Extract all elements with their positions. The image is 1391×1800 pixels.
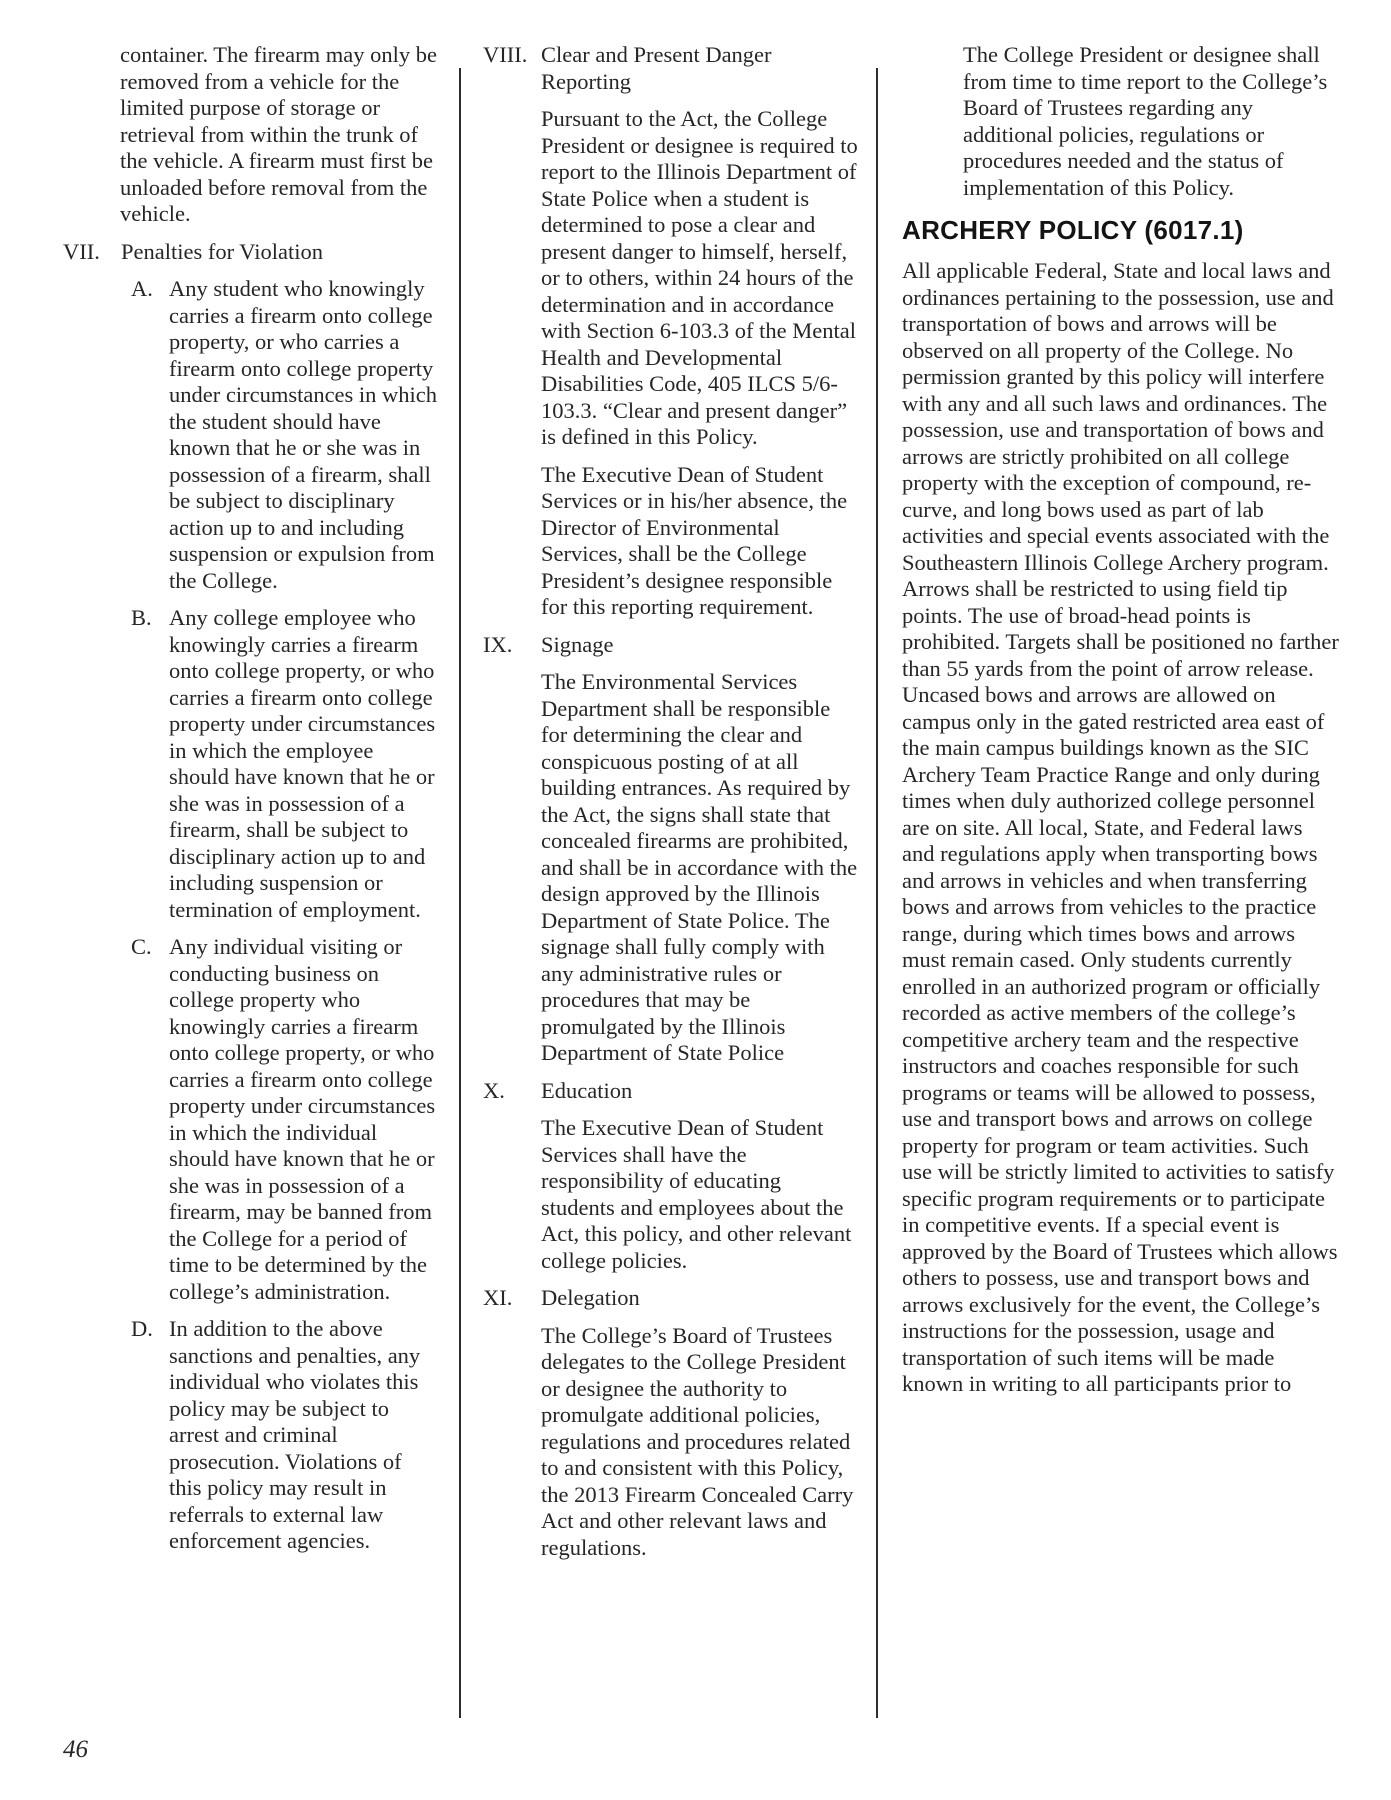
list-item-label: B. xyxy=(131,605,152,630)
list-item-text: In addition to the above sanctions and penalties, any individual who violates this policy may be subject to arrest and criminal prosecution. Violations of this policy may result in referrals to external law enforcement agencies. xyxy=(169,1316,421,1553)
section-paragraph: The Executive Dean of Student Services or in his/her absence, the Director of Environmental Services, shall be the College President’s designee responsible for this reporting requirement. xyxy=(541,461,848,619)
list-item-text: Any college employee who knowingly carries a firearm onto college property, or who carries a firearm onto college property under circumstances in which the employee should have known that he or she was in possession of a firearm, shall be subject to disciplinary action up to and including suspension or termination of employment. xyxy=(169,605,436,922)
column-divider-right xyxy=(876,68,878,1718)
list-item xyxy=(121,605,438,923)
page-number: 46 xyxy=(63,1736,88,1763)
column-divider-left xyxy=(459,68,461,1718)
section-body xyxy=(121,239,438,1566)
section-title: Delegation xyxy=(541,1285,640,1310)
section-numeral: VIII. xyxy=(483,42,528,67)
list-item xyxy=(121,934,438,1305)
section-numeral: VII. xyxy=(63,238,100,264)
list-item xyxy=(121,1316,438,1555)
section-paragraph: The College’s Board of Trustees delegates to the College President or designee the authority to promulgate additional policies, regulations and procedures related to and consistent with this Policy, the 2013 Firearm Concealed Carry Act and other relevant laws and regulations. xyxy=(541,1322,854,1560)
column-middle xyxy=(483,42,858,1572)
section-title: Signage xyxy=(541,631,614,657)
list-item-text: Any individual visiting or conducting business on college property who knowingly carries a firearm onto college property, or who carries a firearm onto college property under circumstances in which the individual should have known that he or she was in possession of a firearm, may be banned from the College for a period of time to be determined by the college’s administration. xyxy=(169,934,436,1304)
section-signage xyxy=(483,632,858,1078)
section-title: Penalties for Violation xyxy=(121,238,323,264)
section-body xyxy=(541,632,858,1078)
column-right xyxy=(902,42,1339,1409)
section-paragraph: Pursuant to the Act, the College President or designee is required to report to the Illinois Department of State Police when a student is determined to pose a clear and present danger to himself, herself, or to others, within 24 hours of the determination and in accordance with Section 6-103.3 of the Mental Health and Developmental Disabilities Code, 405 ILCS 5/6-103.3. “Clear and present danger” is defined in this Policy. xyxy=(541,106,858,449)
section-penalties-for-violation xyxy=(63,239,438,1566)
section-title: Clear and Present Danger Reporting xyxy=(541,42,772,94)
firearm-policy-continuation-paragraph: container. The firearm may only be removed from a vehicle for the limited purpose of storage or retrieval from within the trunk of the vehicle. A firearm must first be unloaded before removal from the vehicle. xyxy=(120,42,437,226)
section-numeral: X. xyxy=(483,1077,505,1103)
section-paragraph: The Environmental Services Department shall be responsible for determining the clear and conspicuous posting of at all building entrances. As required by the Act, the signs shall state that concealed firearms are prohibited, and shall be in accordance with the design approved by the Illinois Department of State Police. The signage shall fully comply with any administrative rules or procedures that may be promulgated by the Illinois Department of State Police xyxy=(541,669,858,1065)
section-numeral: IX. xyxy=(483,631,513,657)
section-numeral: XI. xyxy=(483,1285,513,1310)
column-left xyxy=(63,42,438,1566)
list-item-label: A. xyxy=(131,276,153,301)
section-body xyxy=(541,1285,858,1572)
section-clear-and-present-danger xyxy=(483,42,858,632)
list-item xyxy=(121,276,438,594)
section-title: Education xyxy=(541,1077,633,1103)
archery-policy-body: All applicable Federal, State and local laws and ordinances pertaining to the possession, use and transportation of bows and arrows will be observed on all property of the College. No permission granted by this policy will interfere with any and all such laws and ordinances. The possession, use and transportation of bows and arrows are strictly prohibited on all college property with the exception of compound, re-curve, and long bows used as part of lab activities and special events associated with the Southeastern Illinois College Archery program. Arrows shall be restricted to using field tip points. The use of broad-head points is prohibited. Targets shall be positioned no farther than 55 yards from the point of arrow release. Uncased bows and arrows are allowed on campus only in the gated restricted area east of the main campus buildings known as the SIC Archery Team Practice Range and only during times when duly authorized college personnel are on site. All local, State, and Federal laws and regulations apply when transporting bows and arrows in vehicles and when transferring bows and arrows from vehicles to the practice range, during which times bows and arrows must remain cased. Only students currently enrolled in an authorized program or officially recorded as active members of the college’s competitive archery team and the respective instructors and coaches responsible for such programs or teams will be allowed to possess, use and transport bows and arrows on college property for program or team activities. Such use will be strictly limited to activities to satisfy specific program requirements or to participate in competitive events. If a special event is approved by the Board of Trustees which allows others to possess, use and transport bows and arrows exclusively for the event, the College’s instructions for the possession, usage and transportation of such items will be made known in writing to all participants prior to xyxy=(902,258,1339,1396)
section-delegation xyxy=(483,1285,858,1572)
section-paragraph: The Executive Dean of Student Services shall have the responsibility of educating students and employees about the Act, this policy, and other relevant college policies. xyxy=(541,1115,852,1273)
list-item-text: Any student who knowingly carries a firearm onto college property, or who carries a firearm onto college property under circumstances in which the student should have known that he or she was in possession of a firearm, shall be subject to disciplinary action up to and including suspension or expulsion from the College. xyxy=(169,276,438,593)
archery-policy-heading: ARCHERY POLICY (6017.1) xyxy=(902,215,1244,245)
list-item-label: C. xyxy=(131,934,152,959)
list-item-label: D. xyxy=(131,1316,153,1341)
delegation-continuation-paragraph: The College President or designee shall from time to time report to the College’s Board of Trustees regarding any additional policies, regulations or procedures needed and the status of implementation of this Policy. xyxy=(963,42,1328,200)
section-body xyxy=(541,42,858,632)
section-body xyxy=(541,1078,858,1286)
section-education xyxy=(483,1078,858,1286)
